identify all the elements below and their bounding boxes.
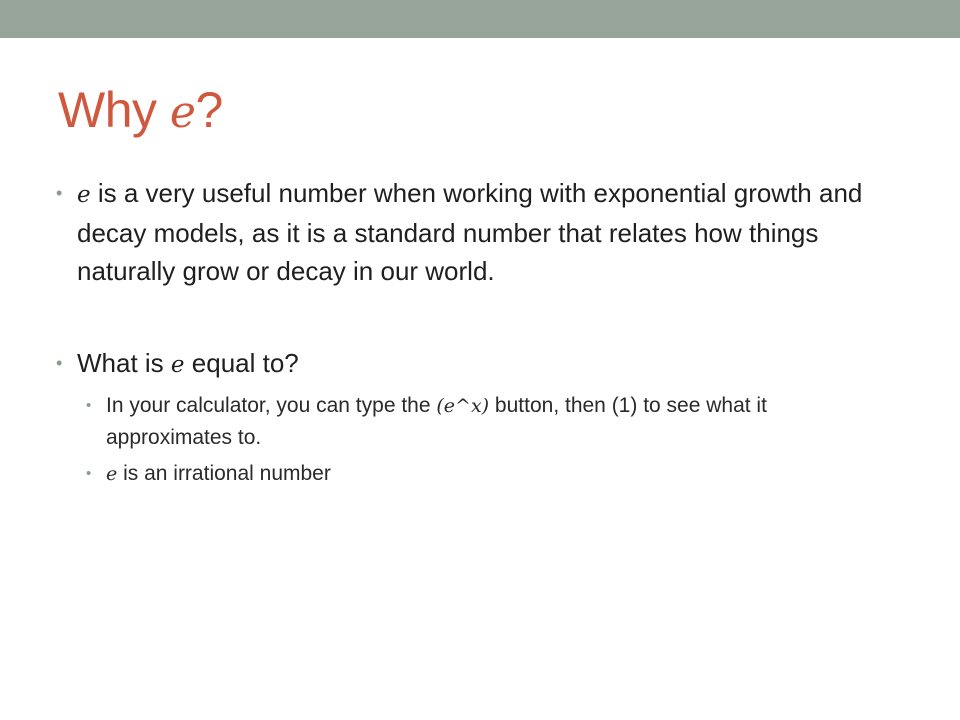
sub-bullet-irrational: [86, 458, 886, 490]
math-e: e: [106, 463, 118, 485]
slide-title: [58, 78, 223, 145]
bullet-text: [77, 344, 906, 384]
bullet-dot: •: [56, 353, 63, 373]
bullet-e-useful: [56, 174, 906, 290]
bullet-body: is a very useful number when working with exponential growth and decay models, as it is a standard number that relates how things naturally grow or decay in our world.: [77, 178, 863, 286]
title-prefix: Why: [58, 82, 170, 138]
sub-bullet-calculator: [86, 390, 886, 453]
sub-bullet-body: is an irrational number: [117, 462, 331, 485]
math-e-power-x: (e^x): [436, 395, 490, 417]
sub-bullet-text: [106, 458, 886, 490]
math-e: e: [77, 182, 91, 208]
title-suffix: ?: [195, 82, 223, 138]
sub-bullet-suffix: button, then (1) to see what it approximates to.: [106, 394, 767, 449]
bullet-what-is-e: [56, 344, 906, 384]
title-math-e: e: [169, 87, 196, 138]
bullet-suffix: equal to?: [184, 348, 299, 378]
bullet-dot: •: [56, 183, 63, 203]
bullet-text: [77, 174, 906, 290]
math-e: e: [170, 352, 185, 378]
sub-bullet-prefix: In your calculator, you can type the: [106, 394, 437, 417]
sub-bullet-text: [106, 390, 886, 453]
bullet-prefix: What is: [77, 348, 171, 378]
sub-bullet-dot: •: [86, 465, 92, 482]
top-accent-bar: [0, 0, 960, 38]
sub-bullet-dot: •: [86, 397, 92, 414]
